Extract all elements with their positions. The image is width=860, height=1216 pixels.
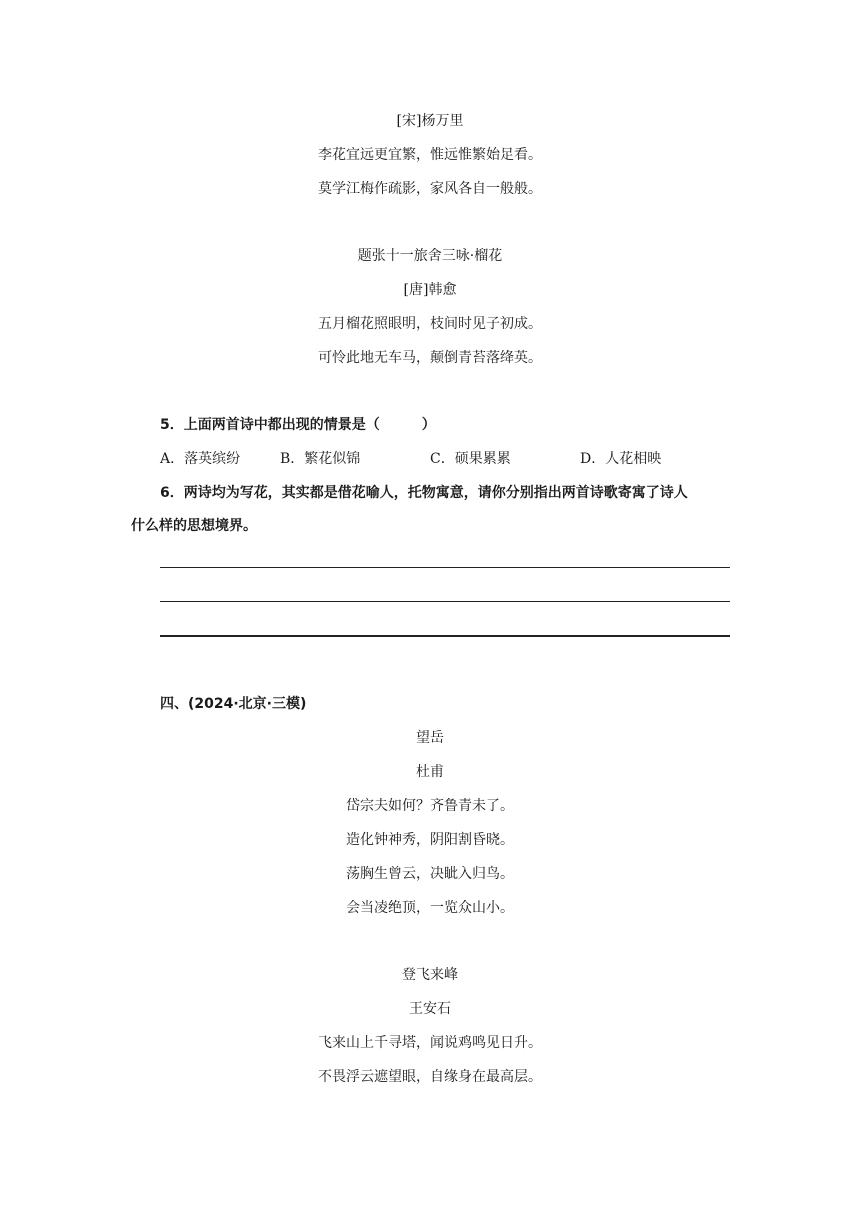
poem2-line-1: 五月榴花照眼明，枝间时见子初成。 [318,316,542,332]
question6-stem-line-2: 什么样的思想境界。 [131,518,257,534]
question5-option-d[interactable]: D．人花相映 [580,451,662,467]
poem1-line-1: 李花宜远更宜繁，惟远惟繁始足看。 [318,147,542,163]
poem2-line-2: 可怜此地无车马，颠倒青苔落绛英。 [318,350,542,366]
question5-option-a[interactable]: A．落英缤纷 [160,451,241,467]
poem3-line-4: 会当凌绝顶，一览众山小。 [346,900,514,916]
answer-line-2[interactable] [160,601,730,602]
question5-option-b[interactable]: B．繁花似锦 [280,451,361,467]
question5-stem: 5．上面两首诗中都出现的情景是（ ） [160,417,436,433]
poem3-author: 杜甫 [416,764,444,780]
poem4-author: 王安石 [409,1001,451,1017]
poem4-title: 登飞来峰 [402,967,458,983]
poem1-line-2: 莫学江梅作疏影，家风各自一般般。 [318,181,542,197]
answer-line-3[interactable] [160,635,730,637]
poem3-title: 望岳 [416,730,444,746]
question6-stem-line-1: 6．两诗均为写花，其实都是借花喻人，托物寓意，请你分别指出两首诗歌寄寓了诗人 [160,485,688,501]
poem2-author: [唐]韩愈 [403,282,457,298]
answer-line-1[interactable] [160,567,730,568]
poem2-title: 题张十一旅舍三咏·榴花 [357,248,503,264]
question5-option-c[interactable]: C．硕果累累 [430,451,511,467]
poem4-line-1: 飞来山上千寻塔，闻说鸡鸣见日升。 [318,1035,542,1051]
section4-heading: 四、(2024·北京·三模) [160,696,307,712]
poem3-line-3: 荡胸生曾云，决眦入归鸟。 [346,866,514,882]
poem4-line-2: 不畏浮云遮望眼，自缘身在最高层。 [318,1069,542,1085]
poem3-line-2: 造化钟神秀，阴阳割昏晓。 [346,832,514,848]
poem3-line-1: 岱宗夫如何？齐鲁青未了。 [346,798,514,814]
poem1-author: [宋]杨万里 [396,113,464,129]
